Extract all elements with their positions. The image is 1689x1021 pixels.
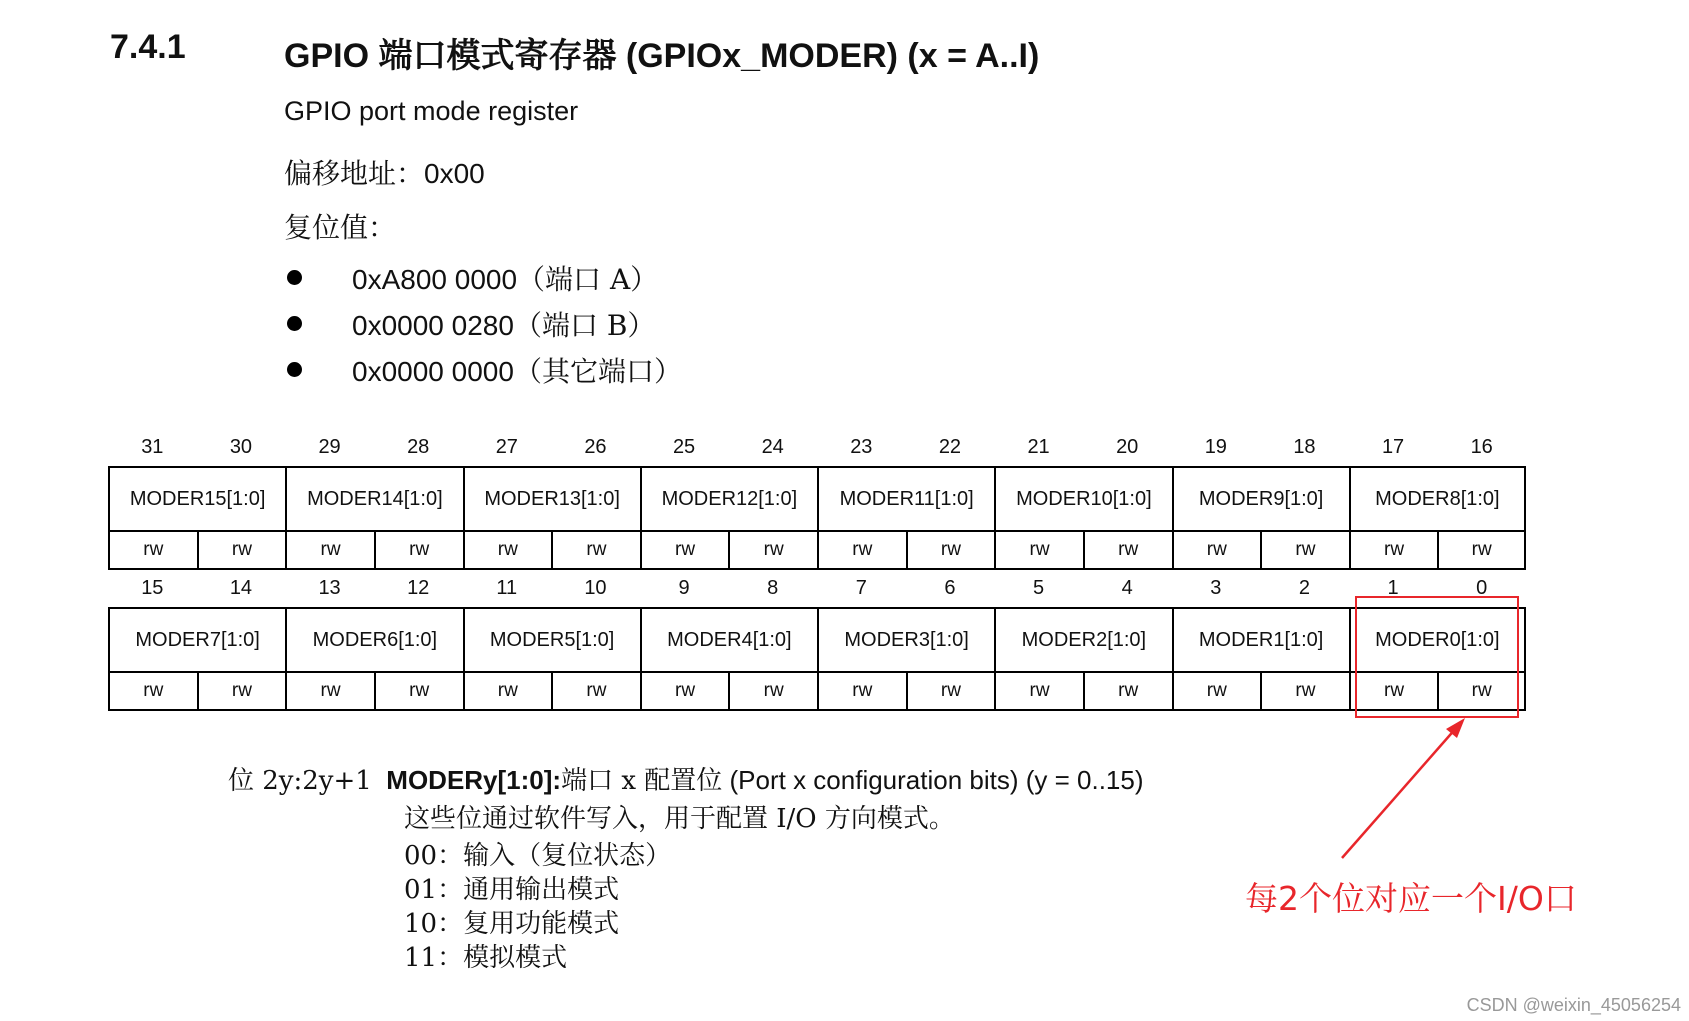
reset-note: （其它端口） <box>513 355 682 388</box>
bit-number: 12 <box>407 577 430 599</box>
bit-number: 9 <box>678 577 690 599</box>
access-cell: rw <box>994 532 1083 568</box>
access-cell: rw <box>1172 532 1261 568</box>
access-cell: rw <box>728 673 817 709</box>
mode-output: 01：通用输出模式 <box>404 875 620 905</box>
register-field: MODER9[1:0] <box>1172 468 1349 530</box>
bit-description-heading <box>228 760 1144 797</box>
access-cell: rw <box>374 673 463 709</box>
mode-alternate: 10：复用功能模式 <box>404 909 620 939</box>
bit-number: 8 <box>767 577 779 599</box>
access-cell: rw <box>994 673 1083 709</box>
access-cell: rw <box>463 673 552 709</box>
bit-number: 2 <box>1298 577 1310 599</box>
offset-label: 偏移地址： <box>284 157 425 190</box>
access-cell: rw <box>463 532 552 568</box>
bit-number: 13 <box>318 577 341 599</box>
bit-number: 27 <box>495 436 518 458</box>
reset-value: 0xA800 0000 <box>352 264 518 295</box>
register-field: MODER13[1:0] <box>463 468 640 530</box>
field-desc-en: (Port x configuration bits) (y = 0..15) <box>722 765 1144 795</box>
reset-label: 复位值： <box>284 211 397 244</box>
register-field: MODER14[1:0] <box>285 468 462 530</box>
access-cell: rw <box>374 532 463 568</box>
bit-number: 6 <box>944 577 956 599</box>
bit-number: 26 <box>584 436 607 458</box>
access-cell: rw <box>197 532 286 568</box>
mode-analog: 11：模拟模式 <box>404 943 568 973</box>
bit-number: 0 <box>1476 577 1488 599</box>
register-field: MODER10[1:0] <box>994 468 1171 530</box>
access-cell: rw <box>906 532 995 568</box>
bit-number: 17 <box>1381 436 1405 458</box>
bit-number: 25 <box>672 436 696 458</box>
annotation-text: 每2个位对应一个I/O口 <box>1245 879 1577 918</box>
access-cell: rw <box>1437 532 1526 568</box>
offset-value: 0x00 <box>424 158 485 189</box>
register-field: MODER8[1:0] <box>1349 468 1526 530</box>
access-cell: rw <box>285 673 374 709</box>
bit-number: 5 <box>1033 577 1045 599</box>
reset-value: 0x0000 0280 <box>352 310 514 341</box>
bit-number: 18 <box>1293 436 1316 458</box>
access-cell: rw <box>1260 673 1349 709</box>
access-cell: rw <box>551 673 640 709</box>
bits-label: 位 2y:2y+1 <box>228 766 372 796</box>
register-field: MODER1[1:0] <box>1172 609 1349 671</box>
access-cell: rw <box>1260 532 1349 568</box>
bit-number: 10 <box>584 577 607 599</box>
access-cell: rw <box>551 532 640 568</box>
bit-number: 16 <box>1470 436 1493 458</box>
register-field: MODER3[1:0] <box>817 609 994 671</box>
bit-number: 29 <box>318 436 341 458</box>
access-cell: rw <box>906 673 995 709</box>
bit-number: 19 <box>1204 436 1227 458</box>
access-cell: rw <box>197 673 286 709</box>
bit-number: 21 <box>1027 436 1050 458</box>
bit-number: 30 <box>229 436 253 458</box>
register-subtitle: GPIO port mode register <box>284 96 579 126</box>
register-field: MODER0[1:0] <box>1349 609 1526 671</box>
bit-number: 3 <box>1210 577 1222 599</box>
access-cell: rw <box>1437 673 1526 709</box>
section-number: 7.4.1 <box>110 28 186 66</box>
watermark: CSDN @weixin_45056254 <box>1466 995 1681 1015</box>
bit-number: 11 <box>496 577 518 599</box>
register-field: MODER6[1:0] <box>285 609 462 671</box>
section-title: GPIO 端口模式寄存器 (GPIOx_MODER) (x = A..I) <box>284 37 1040 75</box>
register-field: MODER15[1:0] <box>108 468 285 530</box>
bit-number: 28 <box>407 436 430 458</box>
register-field: MODER12[1:0] <box>640 468 817 530</box>
mode-input: 00：输入（复位状态） <box>404 841 672 871</box>
bit-number: 14 <box>229 577 253 599</box>
access-cell: rw <box>817 673 906 709</box>
description-line: 这些位通过软件写入，用于配置 I/O 方向模式。 <box>404 804 955 834</box>
bit-number: 24 <box>761 436 784 458</box>
bit-number: 23 <box>850 436 873 458</box>
access-cell: rw <box>1083 673 1172 709</box>
access-cell: rw <box>640 673 729 709</box>
reset-value: 0x0000 0000 <box>352 356 514 387</box>
access-cell: rw <box>640 532 729 568</box>
access-cell: rw <box>817 532 906 568</box>
bit-number: 1 <box>1387 577 1399 599</box>
reset-note: （端口 B） <box>513 309 656 342</box>
access-cell: rw <box>108 673 197 709</box>
access-cell: rw <box>1172 673 1261 709</box>
bit-number: 31 <box>141 436 164 458</box>
bit-number: 15 <box>141 577 164 599</box>
field-desc-cn: 端口 x 配置位 <box>561 766 723 796</box>
register-field: MODER2[1:0] <box>994 609 1171 671</box>
bit-number: 22 <box>938 436 962 458</box>
register-field: MODER4[1:0] <box>640 609 817 671</box>
register-field: MODER7[1:0] <box>108 609 285 671</box>
access-cell: rw <box>1083 532 1172 568</box>
register-field: MODER11[1:0] <box>817 468 994 530</box>
access-cell: rw <box>285 532 374 568</box>
register-field: MODER5[1:0] <box>463 609 640 671</box>
reset-note: （端口 A） <box>517 263 659 296</box>
bit-number: 4 <box>1121 577 1133 599</box>
access-cell: rw <box>728 532 817 568</box>
access-cell: rw <box>1349 532 1438 568</box>
bit-number: 7 <box>855 577 867 599</box>
access-cell: rw <box>108 532 197 568</box>
field-name: MODERy[1:0]: <box>386 765 562 795</box>
bit-number: 20 <box>1116 436 1139 458</box>
access-cell: rw <box>1349 673 1438 709</box>
